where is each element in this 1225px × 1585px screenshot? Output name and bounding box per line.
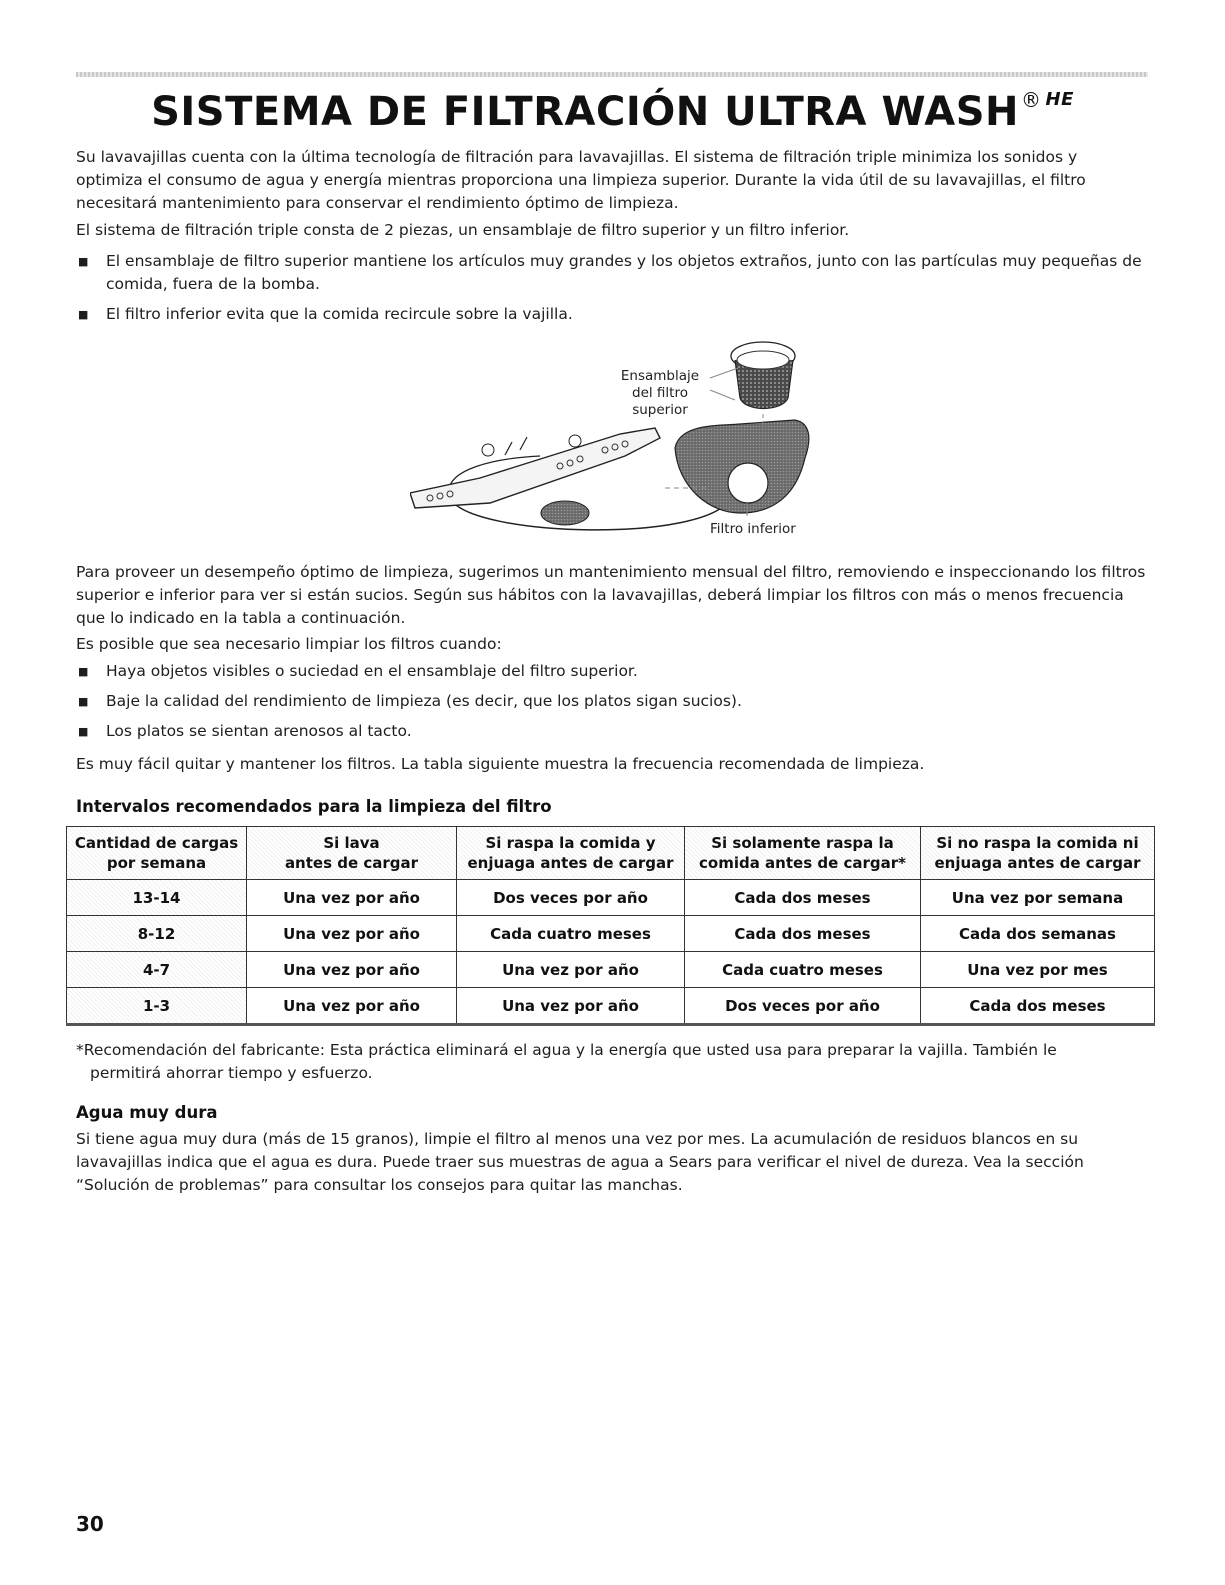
table-row	[67, 880, 1155, 916]
table-cell: Cada cuatro meses	[457, 916, 685, 952]
table-cell: Una vez por año	[247, 880, 457, 916]
table-cell: Una vez por mes	[921, 952, 1155, 988]
table-cell: Cada dos meses	[685, 880, 921, 916]
table-cell: Una vez por año	[247, 916, 457, 952]
pump-hub-shape	[541, 501, 589, 525]
table-cell: Una vez por año	[457, 952, 685, 988]
maintenance-paragraph-2: Es posible que sea necesario limpiar los filtros cuando:	[76, 635, 502, 653]
bullet-text: El filtro inferior evita que la comida recircule sobre la vajilla.	[106, 305, 573, 323]
registered-mark: ®	[1021, 88, 1042, 112]
maintenance-bullet-2	[76, 690, 1148, 713]
label-lower-filter: Filtro inferior	[710, 521, 796, 537]
header-scrape-only: Si solamente raspa la comida antes de cargar*	[685, 827, 921, 880]
bullet-text: Baje la calidad del rendimiento de limpieza (es decir, que los platos sigan sucios).	[106, 692, 742, 710]
table-cell: Dos veces por año	[457, 880, 685, 916]
intro-paragraph-2: El sistema de filtración triple consta de 2 piezas, un ensamblaje de filtro superior y un filtro inferior.	[76, 221, 850, 239]
label-upper-filter: Ensamblaje del filtro superior	[620, 368, 700, 418]
header-wash-before: Si lava antes de cargar	[247, 827, 457, 880]
table-cell: Una vez por año	[247, 988, 457, 1025]
bullet-square-icon: ■	[78, 725, 89, 738]
maintenance-bullet-1	[76, 660, 1148, 683]
table-cell: 4-7	[67, 952, 247, 988]
page-number: 30	[76, 1512, 104, 1536]
table-footnote	[76, 1039, 1148, 1085]
hard-water-heading: Agua muy dura	[76, 1103, 218, 1122]
header-loads-per-week: Cantidad de cargas por semana	[67, 827, 247, 880]
bullet-square-icon: ■	[78, 255, 89, 268]
table-row	[67, 952, 1155, 988]
maintenance-paragraph-1: Para proveer un desempeño óptimo de limpieza, sugerimos un mantenimiento mensual del filtro, removiendo e inspeccionando los filtros superior e inferior para ver si están sucios. Según sus hábitos con la lavavajillas, deberá limpiar los filtros con más o menos frecuencia que lo indicado en la tabla a continuación.	[76, 563, 1146, 627]
maintenance-paragraph-3: Es muy fácil quitar y mantener los filtros. La tabla siguiente muestra la frecuencia recomendada de limpieza.	[76, 755, 925, 773]
table-row	[67, 988, 1155, 1025]
bullet-text: El ensamblaje de filtro superior mantiene los artículos muy grandes y los objetos extraños, junto con las partículas muy pequeñas de comida, fuera de la bomba.	[106, 252, 1142, 293]
table-cell: Una vez por semana	[921, 880, 1155, 916]
intro-bullet-2	[76, 303, 1148, 326]
intro-bullet-1	[76, 250, 1148, 296]
maintenance-bullet-3	[76, 720, 1148, 743]
footnote-line-1: *Recomendación del fabricante: Esta práctica eliminará el agua y la energía que usted usa para preparar la vajilla. También le	[76, 1041, 1057, 1059]
table-header-row	[67, 827, 1155, 880]
table-row	[67, 916, 1155, 952]
top-divider	[76, 72, 1148, 77]
table-cell: 8-12	[67, 916, 247, 952]
title-suffix: HE	[1045, 89, 1074, 110]
table-cell: 13-14	[67, 880, 247, 916]
table-cell: 1-3	[67, 988, 247, 1025]
header-scrape-rinse: Si raspa la comida y enjuaga antes de cargar	[457, 827, 685, 880]
bullet-text: Haya objetos visibles o suciedad en el ensamblaje del filtro superior.	[106, 662, 638, 680]
footnote-line-2: permitirá ahorrar tiempo y esfuerzo.	[90, 1064, 373, 1082]
bullet-square-icon: ■	[78, 308, 89, 321]
table-cell: Una vez por año	[457, 988, 685, 1025]
table-cell: Una vez por año	[247, 952, 457, 988]
bullet-square-icon: ■	[78, 695, 89, 708]
table-cell: Dos veces por año	[685, 988, 921, 1025]
hard-water-paragraph: Si tiene agua muy dura (más de 15 granos), limpie el filtro al menos una vez por mes. La acumulación de residuos blancos en su lavavajillas indica que el agua es dura. Puede traer sus muestras de agua a Sears para verificar el nivel de dureza. Vea la sección “Solución de problemas” para consultar los consejos para quitar las manchas.	[76, 1130, 1084, 1194]
title-main: SISTEMA DE FILTRACIÓN ULTRA WASH	[151, 89, 1020, 135]
bullet-text: Los platos se sientan arenosos al tacto.	[106, 722, 412, 740]
bullet-square-icon: ■	[78, 665, 89, 678]
table-cell: Cada dos semanas	[921, 916, 1155, 952]
table-heading: Intervalos recomendados para la limpieza del filtro	[76, 797, 552, 816]
table-cell: Cada dos meses	[921, 988, 1155, 1025]
table-cell: Cada dos meses	[685, 916, 921, 952]
header-no-scrape: Si no raspa la comida ni enjuaga antes de cargar	[921, 827, 1155, 880]
page-title	[0, 88, 1225, 135]
intro-paragraph-1: Su lavavajillas cuenta con la última tecnología de filtración para lavavajillas. El sistema de filtración triple minimiza los sonidos y optimiza el consumo de agua y energía mientras proporciona una limpieza superior. Durante la vida útil de su lavavajillas, el filtro necesitará mantenimiento para conservar el rendimiento óptimo de limpieza.	[76, 148, 1086, 212]
table-cell: Cada cuatro meses	[685, 952, 921, 988]
cleaning-intervals-table	[66, 826, 1155, 1026]
filter-illustration	[410, 338, 830, 543]
